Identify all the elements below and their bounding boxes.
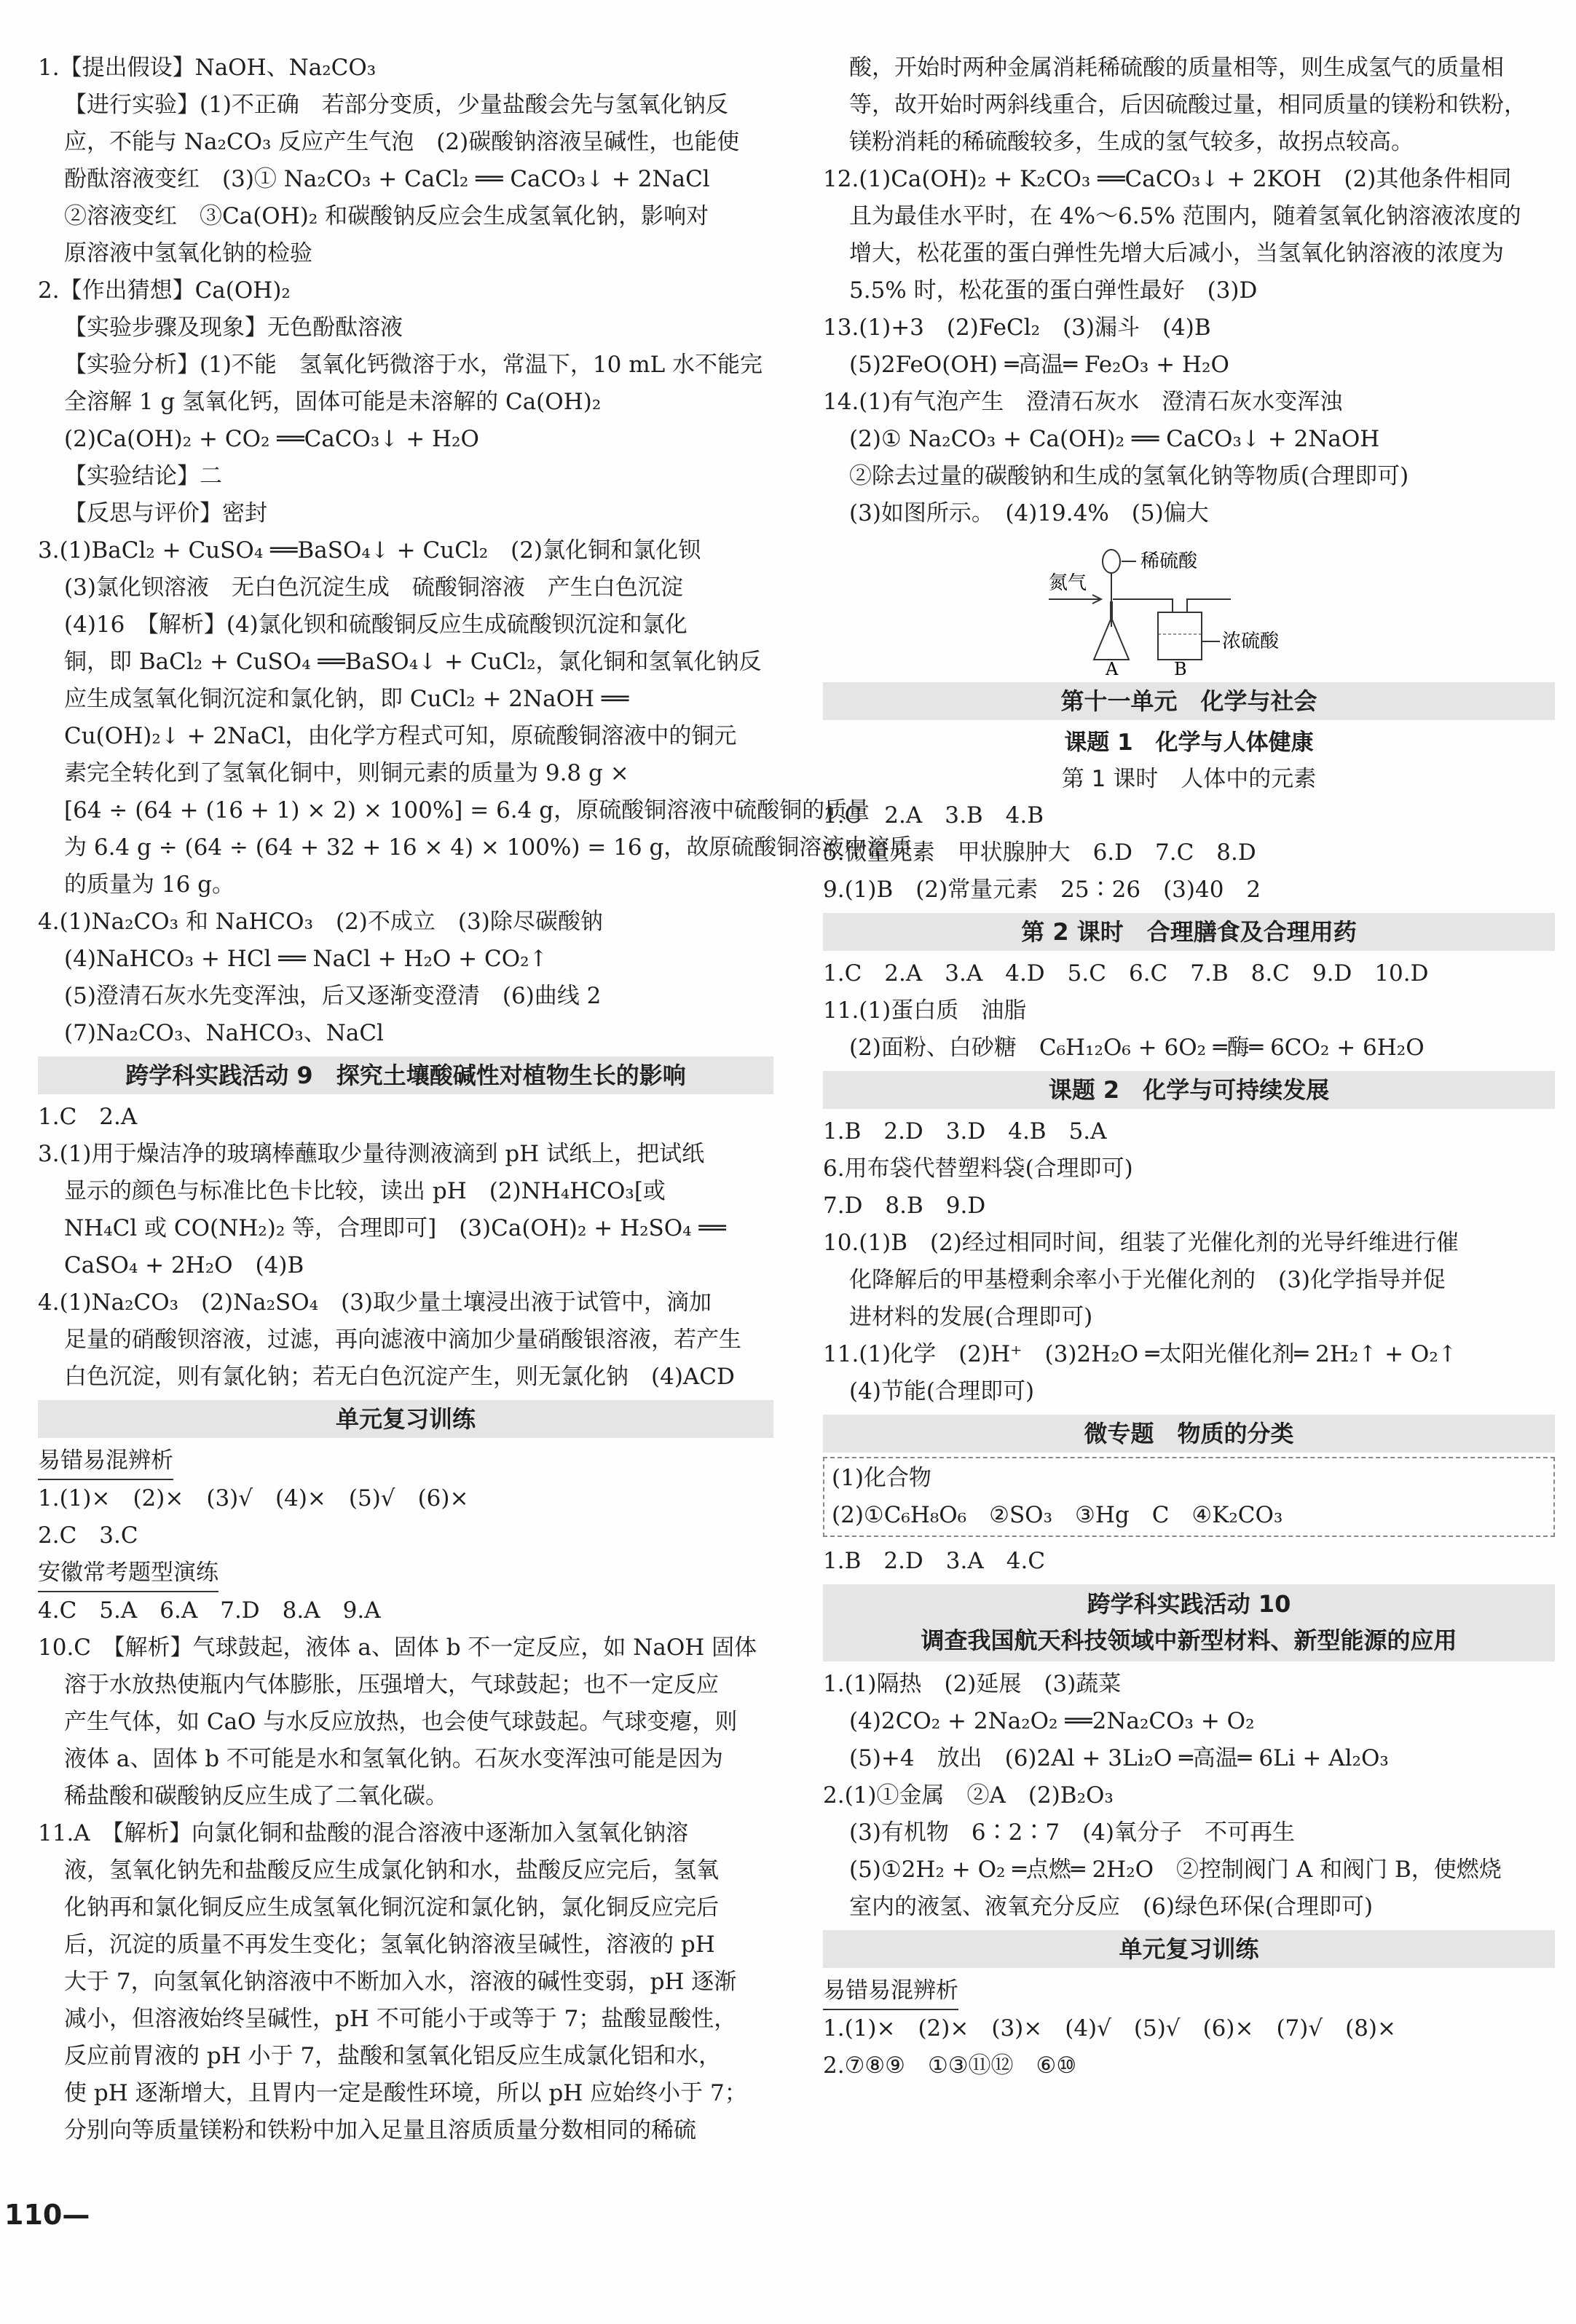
special-topic-banner: 微专题 物质的分类 xyxy=(823,1415,1555,1452)
answer-line: (2)Ca(OH)₂ + CO₂ ══CaCO₃↓ + H₂O xyxy=(64,426,479,452)
answer-line: 稀盐酸和碳酸钠反应生成了二氧化碳。 xyxy=(64,1783,448,1809)
answer-line: 10.C 【解析】气球鼓起，液体 a、固体 b 不一定反应，如 NaOH 固体 xyxy=(38,1635,757,1661)
left-answers-2 xyxy=(38,1099,773,1396)
answer-line: 1.【提出假设】NaOH、Na₂CO₃ xyxy=(38,55,377,81)
answer-line: (4)2CO₂ + 2Na₂O₂ ══2Na₂CO₃ + O₂ xyxy=(849,1708,1255,1734)
answer-line: 【实验分析】(1)不能 氢氧化钙微溶于水，常温下，10 mL 水不能完 xyxy=(64,352,763,378)
answer-line: 化钠再和氯化铜反应生成氢氧化铜沉淀和氯化钠，氯化铜反应完后 xyxy=(64,1894,719,1921)
answer-line: 14.(1)有气泡产生 澄清石灰水 澄清石灰水变浑浊 xyxy=(823,389,1343,415)
answer-line: (2)① Na₂CO₃ + Ca(OH)₂ ══ CaCO₃↓ + 2NaOH xyxy=(849,426,1380,452)
answer-line: 足量的硝酸钡溶液，过滤，再向滤液中滴加少量硝酸银溶液，若产生 xyxy=(64,1327,741,1353)
classification-box xyxy=(823,1457,1555,1537)
answer-line: 使 pH 逐渐增大，且胃内一定是酸性环境，所以 pH 应始终小于 7； xyxy=(64,2080,747,2106)
diagram-label-a: A xyxy=(1106,659,1119,679)
answer-line: (4)16 【解析】(4)氯化钡和硫酸铜反应生成硫酸钡沉淀和氯化 xyxy=(64,612,687,638)
apparatus-svg xyxy=(823,532,1555,679)
diagram-label-b: B xyxy=(1174,659,1187,679)
answer-line: (4)节能(合理即可) xyxy=(849,1378,1035,1404)
answer-line: 11.(1)化学 (2)H⁺ (3)2H₂O ═太阳光催化剂═ 2H₂↑ + O₂↑ xyxy=(823,1341,1457,1367)
bottle-b xyxy=(1158,612,1202,660)
answer-line: 2.【作出猜想】Ca(OH)₂ xyxy=(38,277,291,304)
answer-line: 3.(1)BaCl₂ + CuSO₄ ══BaSO₄↓ + CuCl₂ (2)氯化铜和氯化钡 xyxy=(38,537,701,564)
right-answers-5 xyxy=(823,1543,1555,1580)
right-error-analysis-heading: 易错易混辨析 xyxy=(823,1972,958,2010)
answer-line: 溶于水放热使瓶内气体膨胀，压强增大，气球鼓起；也不一定反应 xyxy=(64,1672,719,1698)
answer-line: (2)①C₆H₈O₆ ②SO₃ ③Hg C ④K₂CO₃ xyxy=(832,1502,1283,1528)
left-answers-3 xyxy=(38,1480,773,1554)
topic-2-banner: 课题 2 化学与可持续发展 xyxy=(823,1071,1555,1109)
box-lines xyxy=(832,1460,1546,1534)
right-answers-4 xyxy=(823,1113,1555,1410)
right-answers-3 xyxy=(823,955,1555,1067)
answer-line: (3)氯化钡溶液 无白色沉淀生成 硫酸铜溶液 产生白色沉淀 xyxy=(64,574,683,601)
answer-line: 7.D 8.B 9.D xyxy=(823,1193,986,1219)
answer-line: 酚酞溶液变红 (3)① Na₂CO₃ + CaCl₂ ══ CaCO₃↓ + 2NaCl xyxy=(64,166,710,192)
answer-line: Cu(OH)₂↓ + 2NaCl，由化学方程式可知，原硫酸铜溶液中的铜元 xyxy=(64,723,737,749)
activity-10-title: 跨学科实践活动 10 xyxy=(1087,1590,1291,1618)
activity-10-subtitle: 调查我国航天科技领域中新型材料、新型能源的应用 xyxy=(921,1627,1457,1654)
answer-line: 为 6.4 g ÷ (64 ÷ (64 + 32 + 16 × 4) × 100%) = 16 g，故原硫酸铜溶液中溶质 xyxy=(64,834,913,861)
answer-line: (5)澄清石灰水先变浑浊，后又逐渐变澄清 (6)曲线 2 xyxy=(64,983,602,1009)
answer-line: 产生气体，如 CaO 与水反应放热，也会使气球鼓起。气球变瘪，则 xyxy=(64,1709,738,1735)
answer-line: 13.(1)+3 (2)FeCl₂ (3)漏斗 (4)B xyxy=(823,315,1211,341)
answer-line: 显示的颜色与标准比色卡比较，读出 pH (2)NH₄HCO₃[或 xyxy=(64,1178,666,1204)
answer-line: 4.(1)Na₂CO₃ (2)Na₂SO₄ (3)取少量土壤浸出液于试管中，滴加 xyxy=(38,1289,712,1316)
answer-line: (5)①2H₂ + O₂ ═点燃═ 2H₂O ②控制阀门 A 和阀门 B，使燃烧 xyxy=(849,1857,1502,1883)
answer-line: 10.(1)B (2)经过相同时间，组装了光催化剂的光导纤维进行催 xyxy=(823,1230,1459,1256)
answer-line: 1.C 2.A 3.A 4.D 5.C 6.C 7.B 8.C 9.D 10.D xyxy=(823,960,1429,987)
answer-line: 1.(1)隔热 (2)延展 (3)蔬菜 xyxy=(823,1671,1122,1697)
answer-line: 2.(1)①金属 ②A (2)B₂O₃ xyxy=(823,1782,1114,1809)
right-answers-7 xyxy=(823,2010,1555,2084)
answer-line: 1.B 2.D 3.A 4.C xyxy=(823,1548,1046,1574)
answer-line: (3)有机物 6∶2∶7 (4)氧分子 不可再生 xyxy=(849,1819,1295,1846)
error-analysis-heading: 易错易混辨析 xyxy=(38,1442,173,1480)
answer-line: 2.⑦⑧⑨ ①③⑪⑫ ⑥⑩ xyxy=(823,2052,1077,2079)
page-number: 110— xyxy=(4,2199,90,2231)
answer-line: 5.微量元素 甲状腺肿大 6.D 7.C 8.D xyxy=(823,839,1256,866)
connect-tube xyxy=(1113,599,1173,612)
right-review-banner: 单元复习训练 xyxy=(823,1930,1555,1968)
answer-line: 反应前胃液的 pH 小于 7，盐酸和氢氧化铝反应生成氯化铝和水， xyxy=(64,2043,722,2069)
answer-line: [64 ÷ (64 + (16 + 1) × 2) × 100%] = 6.4 g，原硫酸铜溶液中硫酸铜的质量 xyxy=(64,797,870,823)
answer-line: 的质量为 16 g。 xyxy=(64,872,235,898)
right-column xyxy=(823,50,1555,2084)
answer-line: 11.(1)蛋白质 油脂 xyxy=(823,997,1027,1024)
answer-line: 1.(1)× (2)× (3)√ (4)× (5)√ (6)× xyxy=(38,1485,469,1511)
anhui-practice-heading: 安徽常考题型演练 xyxy=(38,1554,218,1592)
answer-line: 且为最佳水平时，在 4%～6.5% 范围内，随着氢氧化钠溶液浓度的 xyxy=(849,203,1521,229)
answer-line: 后，沉淀的质量不再发生变化；氢氧化钠溶液呈碱性，溶液的 pH xyxy=(64,1932,715,1958)
answer-line: 应生成氢氧化铜沉淀和氯化钠，即 CuCl₂ + 2NaOH ══ xyxy=(64,686,629,712)
answer-line: 9.(1)B (2)常量元素 25∶26 (3)40 2 xyxy=(823,877,1261,903)
answer-line: 1.C 2.A xyxy=(38,1104,138,1130)
answer-line: 4.C 5.A 6.A 7.D 8.A 9.A xyxy=(38,1597,381,1624)
answer-line: (7)Na₂CO₃、NaHCO₃、NaCl xyxy=(64,1020,384,1046)
answer-line: (3)如图所示。 (4)19.4% (5)偏大 xyxy=(849,500,1209,526)
answer-line: 4.(1)Na₂CO₃ 和 NaHCO₃ (2)不成立 (3)除尽碳酸钠 xyxy=(38,909,603,935)
left-answers-1 xyxy=(38,50,913,1052)
answer-line: NH₄Cl 或 CO(NH₂)₂ 等，合理即可] (3)Ca(OH)₂ + H₂SO₄ ══ xyxy=(64,1215,726,1241)
answer-line: 应，不能与 Na₂CO₃ 反应产生气泡 (2)碳酸钠溶液呈碱性，也能使 xyxy=(64,129,740,155)
activity-10-banner xyxy=(823,1584,1555,1661)
diagram-gas-label: 氮气 xyxy=(1049,572,1087,594)
answer-line: 1.C 2.A 3.B 4.B xyxy=(823,802,1044,829)
unit-review-banner: 单元复习训练 xyxy=(38,1400,773,1438)
answer-line: 全溶解 1 g 氢氧化钙，固体可能是未溶解的 Ca(OH)₂ xyxy=(64,389,602,415)
answer-line: 素完全转化到了氢氧化铜中，则铜元素的质量为 9.8 g × xyxy=(64,760,629,786)
outlet-tube xyxy=(1187,599,1231,612)
diagram-acid-label: 稀硫酸 xyxy=(1140,550,1198,572)
answer-line: 铜，即 BaCl₂ + CuSO₄ ══BaSO₄↓ + CuCl₂，氯化铜和氢氧化钠反 xyxy=(64,649,762,675)
unit-11-banner: 第十一单元 化学与社会 xyxy=(823,682,1555,720)
funnel-bulb xyxy=(1103,550,1120,573)
activity-9-banner: 跨学科实践活动 9 探究土壤酸碱性对植物生长的影响 xyxy=(38,1056,773,1094)
answer-line: 增大，松花蛋的蛋白弹性先增大后减小，当氢氧化钠溶液的浓度为 xyxy=(849,240,1504,266)
answer-line: 化降解后的甲基橙剩余率小于光催化剂的 (3)化学指导并促 xyxy=(849,1267,1446,1293)
right-answers-2 xyxy=(823,797,1555,909)
answer-line: ②溶液变红 ③Ca(OH)₂ 和碳酸钠反应会生成氢氧化钠，影响对 xyxy=(64,203,709,229)
answer-line: CaSO₄ + 2H₂O (4)B xyxy=(64,1252,304,1278)
answer-line: 【反思与评价】密封 xyxy=(64,500,267,526)
answer-line: (4)NaHCO₃ + HCl ══ NaCl + H₂O + CO₂↑ xyxy=(64,946,548,972)
lesson-2-banner: 第 2 课时 合理膳食及合理用药 xyxy=(823,913,1555,951)
answer-line: 酸，开始时两种金属消耗稀硫酸的质量相等，则生成氢气的质量相 xyxy=(849,55,1504,81)
answer-line: 液，氢氧化钠先和盐酸反应生成氯化钠和水，盐酸反应完后，氢氧 xyxy=(64,1857,719,1884)
answer-line: 镁粉消耗的稀硫酸较多，生成的氢气较多，故拐点较高。 xyxy=(849,129,1414,155)
answer-line: 原溶液中氢氧化钠的检验 xyxy=(64,240,312,266)
answer-line: 11.A 【解析】向氯化铜和盐酸的混合溶液中逐渐加入氢氧化钠溶 xyxy=(38,1820,689,1846)
answer-line: 【实验结论】二 xyxy=(64,463,222,489)
answer-line: 3.(1)用于燥洁净的玻璃棒蘸取少量待测液滴到 pH 试纸上，把试纸 xyxy=(38,1141,705,1167)
answer-line: 6.用布袋代替塑料袋(合理即可) xyxy=(823,1155,1133,1182)
answer-line: (1)化合物 xyxy=(832,1465,931,1491)
answer-line: 【实验步骤及现象】无色酚酞溶液 xyxy=(64,315,403,341)
answer-line: 进材料的发展(合理即可) xyxy=(849,1304,1093,1330)
answer-line: 减小，但溶液始终呈碱性，pH 不可能小于或等于 7；盐酸显酸性， xyxy=(64,2006,737,2032)
answer-line: 12.(1)Ca(OH)₂ + K₂CO₃ ══CaCO₃↓ + 2KOH (2)其他条件相同 xyxy=(823,166,1512,192)
answer-line: 白色沉淀，则有氯化钠；若无白色沉淀产生，则无氯化钠 (4)ACD xyxy=(64,1364,735,1390)
right-answers-1 xyxy=(823,50,1555,532)
left-answers-4 xyxy=(38,1592,773,2149)
answer-line: 【进行实验】(1)不正确 若部分变质，少量盐酸会先与氢氧化钠反 xyxy=(64,92,728,118)
answer-line: 2.C 3.C xyxy=(38,1522,138,1549)
answer-line: 1.(1)× (2)× (3)× (4)√ (5)√ (6)× (7)√ (8)× xyxy=(823,2015,1397,2042)
answer-line: ②除去过量的碳酸钠和生成的氢氧化钠等物质(合理即可) xyxy=(849,463,1409,489)
answer-line: 大于 7，向氢氧化钠溶液中不断加入水，溶液的碱性变弱，pH 逐渐 xyxy=(64,1969,737,1995)
lesson-1-title: 第 1 课时 人体中的元素 xyxy=(1061,766,1317,792)
answer-line: (5)+4 放出 (6)2Al + 3Li₂O ═高温═ 6Li + Al₂O₃ xyxy=(849,1745,1389,1771)
answer-line: 5.5% 时，松花蛋的蛋白弹性最好 (3)D xyxy=(849,277,1258,304)
topic-1-title: 课题 1 化学与人体健康 xyxy=(1064,730,1314,756)
diagram-conc-label: 浓硫酸 xyxy=(1222,631,1280,652)
answer-line: 液体 a、固体 b 不可能是水和氢氧化钠。石灰水变浑浊可能是因为 xyxy=(64,1746,723,1772)
answer-line: (2)面粉、白砂糖 C₆H₁₂O₆ + 6O₂ ═酶═ 6CO₂ + 6H₂O xyxy=(849,1035,1425,1061)
answer-line: 分别向等质量镁粉和铁粉中加入足量且溶质质量分数相同的稀硫 xyxy=(64,2117,696,2143)
answer-line: (5)2FeO(OH) ═高温═ Fe₂O₃ + H₂O xyxy=(849,352,1229,378)
apparatus-diagram xyxy=(823,532,1555,679)
answer-line: 等，故开始时两斜线重合，后因硫酸过量，相同质量的镁粉和铁粉， xyxy=(849,92,1526,118)
answer-line: 1.B 2.D 3.D 4.B 5.A xyxy=(823,1118,1107,1145)
right-answers-6 xyxy=(823,1666,1555,1926)
answer-line: 室内的液氢、液氧充分反应 (6)绿色环保(合理即可) xyxy=(849,1894,1374,1920)
